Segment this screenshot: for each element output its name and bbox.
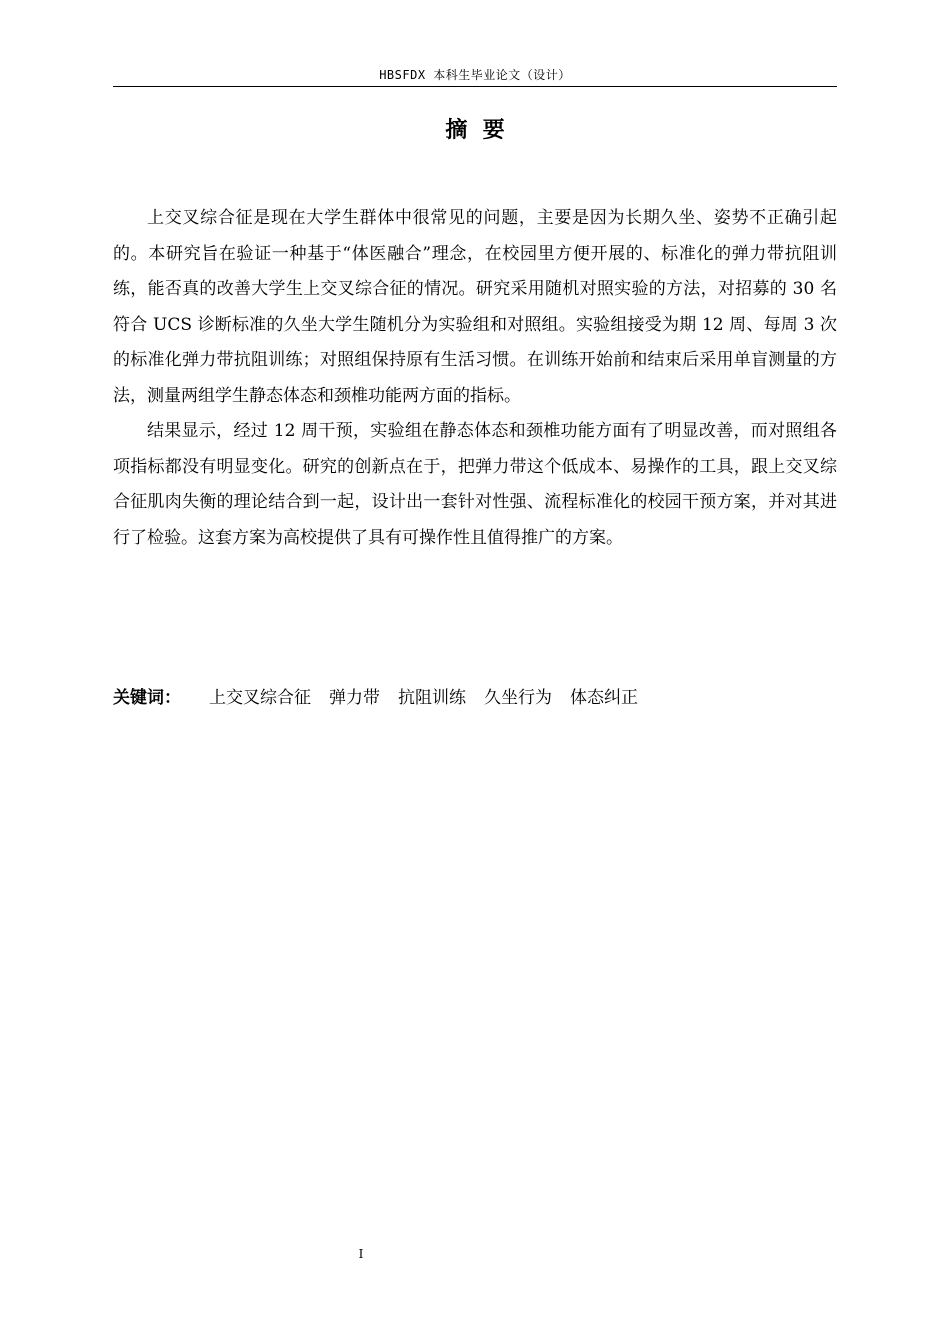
keyword-item: 弹力带 xyxy=(329,688,380,708)
abstract-paragraph-2: 结果显示，经过 12 周干预，实验组在静态体态和颈椎功能方面有了明显改善，而对照组各项指标都没有明显变化。研究的创新点在于，把弹力带这个低成本、易操作的工具，跟上交叉综合征肌肉失衡的理论结合到一起，设计出一套针对性强、流程标准化的校园干预方案，并对其进行了检验。这套方案为高校提供了具有可操作性且值得推广的方案。 xyxy=(113,421,837,548)
abstract-title: 摘 要 xyxy=(445,118,505,143)
abstract-paragraph-1: 上交叉综合征是现在大学生群体中很常见的问题，主要是因为长期久坐、姿势不正确引起的。本研究旨在验证一种基于“体医融合”理念，在校园里方便开展的、标准化的弹力带抗阻训练，能否真的改善大学生上交叉综合征的情况。研究采用随机对照实验的方法，对招募的 30 名符合 UCS 诊断标准的久坐大学生随机分为实验组和对照组。实验组接受为期 12 周、每周 3 次的标准化弹力带抗阻训练；对照组保持原有生活习惯。在训练开始前和结束后采用单盲测量的方法，测量两组学生静态体态和颈椎功能两方面的指标。 xyxy=(113,208,837,406)
running-title: HBSFDX 本科生毕业论文（设计） xyxy=(379,68,571,82)
keyword-item: 抗阻训练 xyxy=(398,688,466,708)
page-number: I xyxy=(358,1247,364,1261)
keyword-item: 久坐行为 xyxy=(484,688,552,708)
keyword-item: 体态纠正 xyxy=(570,688,638,708)
keywords-line xyxy=(113,684,837,712)
abstract-body xyxy=(113,201,837,556)
page-header xyxy=(113,68,837,87)
keyword-item: 上交叉综合征 xyxy=(209,688,311,708)
keywords-label: 关键词： xyxy=(113,688,181,708)
